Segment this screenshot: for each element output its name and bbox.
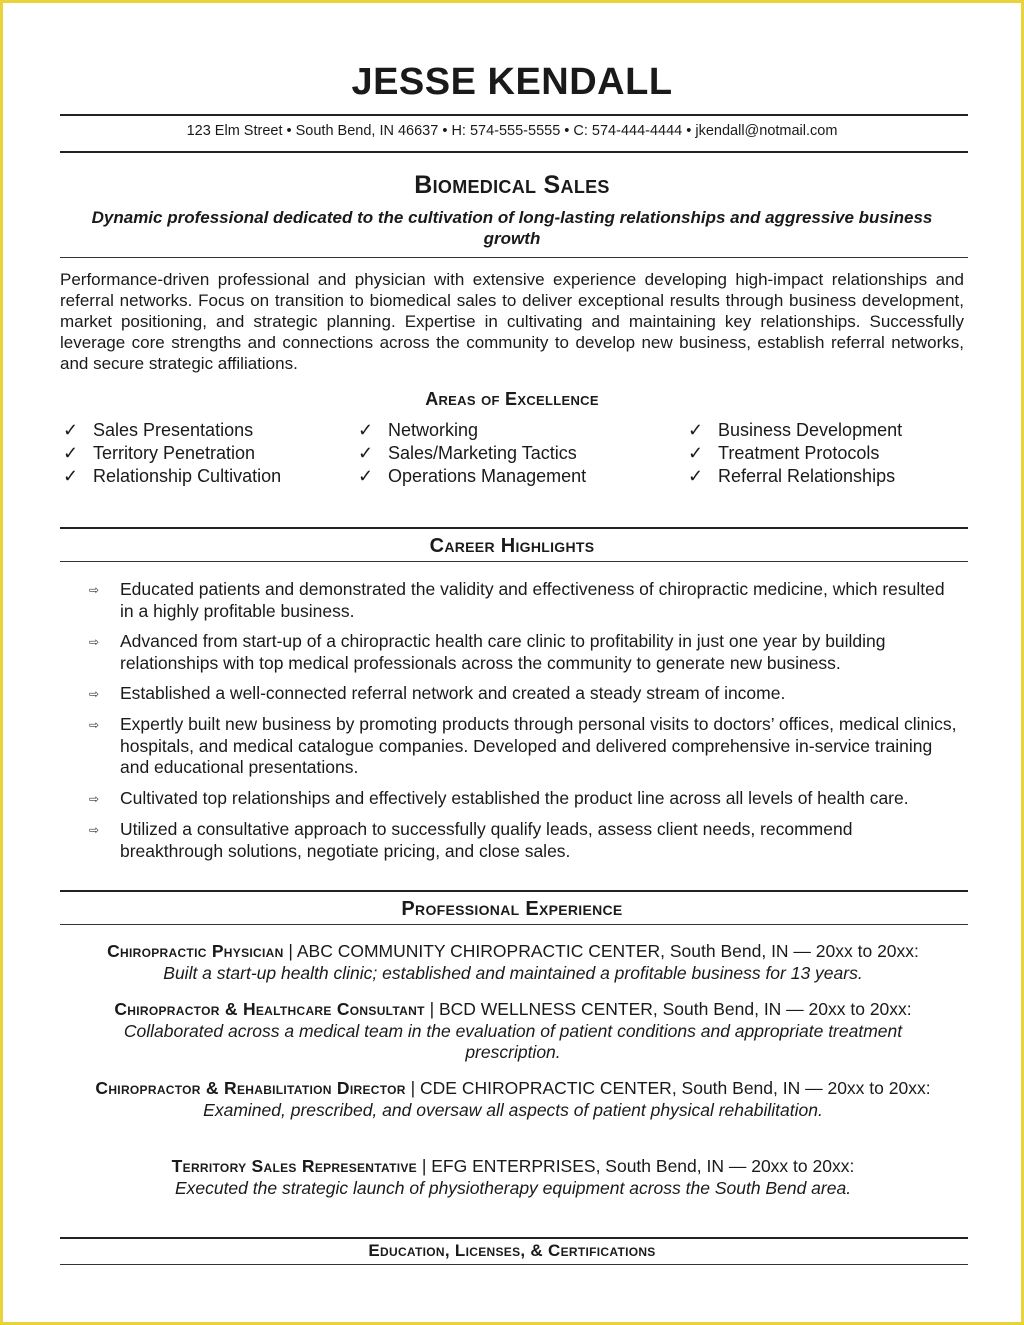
excellence-item: ✓ Referral Relationships [688,466,896,486]
arrow-icon: ⇨ [89,635,100,649]
divider [60,1237,968,1239]
profile-title: Biomedical Sales [414,171,610,199]
contact-line: 123 Elm Street • South Bend, IN 46637 • H: 574-555-5555 • C: 574-444-4444 • jkendall@notmail.com [186,123,838,139]
job-entry [63,1078,963,1121]
arrow-icon: ⇨ [89,687,100,701]
divider [60,114,968,116]
job-entry [63,941,963,984]
checkmark-icon: ✓ [63,466,79,486]
excellence-item: ✓ Business Development [688,420,903,440]
checkmark-icon: ✓ [688,420,704,440]
excellence-item: ✓ Sales/Marketing Tactics [358,443,577,463]
excellence-item: ✓ Relationship Cultivation [63,466,282,486]
job-description: Executed the strategic launch of physiotherapy equipment across the South Bend area. [174,1177,852,1198]
job-organization: | BCD WELLNESS CENTER, South Bend, IN — 20xx to 20xx: [424,999,912,1019]
profile-summary: Performance-driven professional and physician with extensive experience developing high-impact relationships and referral networks. Focus on transition to biomedical sales to deliver exceptional results through business development, market positioning, and strategic planning. Expertise in cultivating and maintaining key relationships. Successfully leverage core strengths and connections across the community to develop new business, establish referral networks, and secure strategic affiliations. [60,270,964,373]
job-description: Collaborated across a medical team in the evaluation of patient conditions and appropriate treatment prescription. [123,1020,903,1062]
job-organization: | EFG ENTERPRISES, South Bend, IN — 20xx to 20xx: [416,1156,855,1176]
excellence-title: Areas of Excellence [425,389,599,409]
job-role: Chiropractic Physician [107,941,284,961]
checkmark-icon: ✓ [358,443,374,463]
checkmark-icon: ✓ [688,466,704,486]
arrow-icon: ⇨ [89,823,100,837]
job-role: Chiropractor & Healthcare Consultant [114,999,425,1019]
excellence-column-1 [63,419,281,488]
job-role: Chiropractor & Rehabilitation Director [95,1078,406,1098]
divider [60,151,968,153]
career-title: Career Highlights [429,535,595,557]
divider [60,890,968,892]
excellence-column-3 [688,419,902,488]
arrow-icon: ⇨ [89,718,100,732]
candidate-name: JESSE KENDALL [351,61,673,103]
job-organization: | ABC COMMUNITY CHIROPRACTIC CENTER, South Bend, IN — 20xx to 20xx: [283,941,919,961]
excellence-item: ✓ Treatment Protocols [688,443,880,463]
excellence-column-2 [358,419,586,488]
arrow-icon: ⇨ [89,792,100,806]
excellence-item: ✓ Networking [358,420,479,440]
divider [60,1264,968,1265]
checkmark-icon: ✓ [63,443,79,463]
checkmark-icon: ✓ [688,443,704,463]
job-entry [63,999,963,1064]
divider [60,924,968,925]
job-organization: | CDE CHIROPRACTIC CENTER, South Bend, IN — 20xx to 20xx: [405,1078,931,1098]
divider [60,257,968,258]
profile-tagline: Dynamic professional dedicated to the cultivation of long-lasting relationships and aggressive business growth [91,208,933,248]
excellence-item: ✓ Operations Management [358,466,587,486]
job-description: Examined, prescribed, and oversaw all aspects of patient physical rehabilitation. [203,1099,823,1120]
excellence-item: ✓ Sales Presentations [63,420,254,440]
excellence-item: ✓ Territory Penetration [63,443,256,463]
arrow-icon: ⇨ [89,583,100,597]
resume-page: JESSE KENDALL 123 Elm Street • South Bend, IN 46637 • H: 574-555-5555 • C: 574-444-4444 • jkendall@notmail.com Biomedical Sales Dynamic professional dedicated to the cultivation of long-lasting relationships and aggressive business growth Performance-driven professional and physician with extensive experience developing high-impact relationships and referral networks. Focus on transition to biomedical sales to deliver exceptional results through business development, market positioning, and strategic planning. Expertise in cultivating and maintaining key relationships. Successfully leverage core strengths and connections across the community to develop new business, establish referral networks, and secure strategic affiliations. Areas of Excellence ✓ Sales Presentations ✓ Territory Penetration ✓ Relationship Cultivation ✓ Networking ✓ Sales/Marketing Tactics ✓ Operations Management ✓ Business Development ✓ Treatment Protocols ✓ Referral Relationships Career Highlights ⇨ Educated patients and demonstrated the validity and effectiveness of chiropractic medicine, which resulted in a highly profitable business. ⇨ Advanced from start-up of a chiropractic health care clinic to profitability in just one year by building relationships with top medical professionals across the community to generate new business. ⇨ Established a well-connected referral network and created a steady stream of income. ⇨ Expertly built new business by promoting products through personal visits to doctors’ offices, medical clinics, hospitals, and medical catalogue companies. Developed and delivered comprehensive in-service training and educational presentations. ⇨ Cultivated top relationships and effectively established the product line across all levels of health care. ⇨ Utilized a consultative approach to successfully qualify leads, assess client needs, recommend breakthrough solutions, negotiate pricing, and close sales. Professional Experience Chiropractic Physician | ABC COMMUNITY CHIROPRACTIC CENTER, South Bend, IN — 20xx to 20xx: Built a start-up health clinic; established and maintained a profitable business for 13 years. Chiropractor & Healthcare Consultant | BCD WELLNESS CENTER, South Bend, IN — 20xx to 20xx: Collaborated across a medical team in the evaluation of patient conditions and appropriate treatment prescription. Chiropractor & Rehabilitation Director | CDE CHIROPRACTIC CENTER, South Bend, IN — 20xx to 20xx: Examined, prescribed, and oversaw all aspects of patient physical rehabilitation. Territory Sales Representative | EFG ENTERPRISES, South Bend, IN — 20xx to 20xx: Executed the strategic launch of physiotherapy equipment across the South Bend area. Education, Licenses, & Certifications [3,3,1021,1322]
job-role: Territory Sales Representative [171,1156,417,1176]
education-title: Education, Licenses, & Certifications [368,1241,656,1260]
experience-title: Professional Experience [401,898,623,920]
job-description: Built a start-up health clinic; established and maintained a profitable business for 13 years. [163,962,863,983]
job-entry [63,1156,963,1199]
divider [60,527,968,529]
checkmark-icon: ✓ [358,420,374,440]
checkmark-icon: ✓ [358,466,374,486]
checkmark-icon: ✓ [63,420,79,440]
divider [60,561,968,562]
